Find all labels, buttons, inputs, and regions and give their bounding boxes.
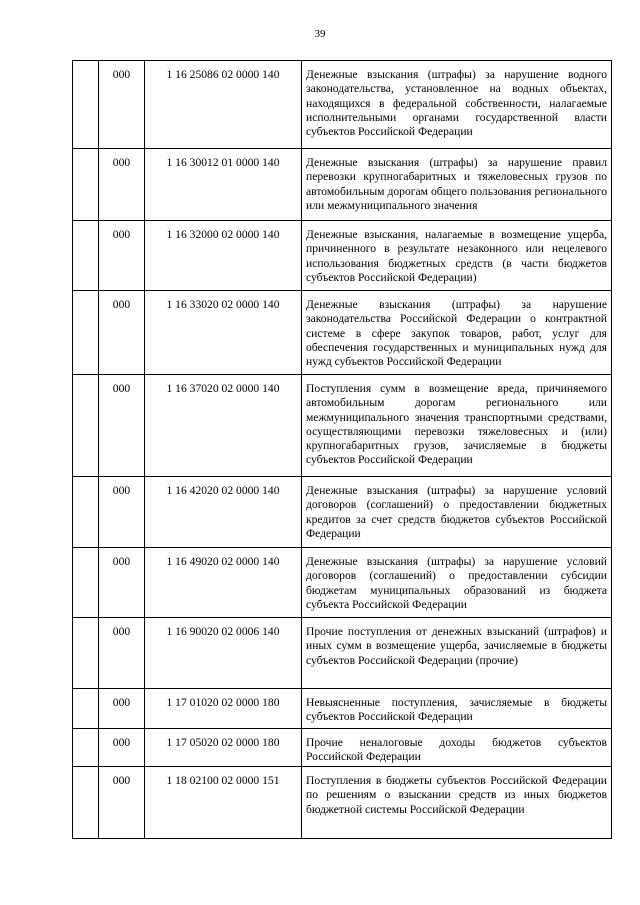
budget-code-cell: 1 16 42020 02 0000 140 (145, 477, 302, 548)
table-row (73, 729, 612, 767)
budget-code-cell: 1 16 30012 01 0000 140 (145, 149, 302, 221)
budget-code-cell: 1 16 49020 02 0000 140 (145, 548, 302, 618)
budget-code-cell: 1 17 01020 02 0000 180 (145, 689, 302, 729)
row-number-cell (73, 291, 99, 375)
budget-code-cell: 1 16 33020 02 0000 140 (145, 291, 302, 375)
budget-code-cell: 1 16 32000 02 0000 140 (145, 221, 302, 291)
income-description-cell: Денежные взыскания (штрафы) за нарушение условий договоров (соглашений) о предоставлении субсидии бюджетам муниципальных образований из бюджета субъекта Российской Федерации (302, 548, 612, 618)
admin-code-cell: 000 (99, 729, 145, 767)
income-description-cell: Прочие поступления от денежных взысканий (штрафов) и иных сумм в возмещение ущерба, зачисляемые в бюджеты субъектов Российской Федерации (прочие) (302, 618, 612, 689)
income-description-cell: Поступления в бюджеты субъектов Российской Федерации по решениям о взыскании средств из иных бюджетов бюджетной системы Российской Федерации (302, 767, 612, 839)
row-number-cell (73, 149, 99, 221)
admin-code-cell: 000 (99, 548, 145, 618)
admin-code-cell: 000 (99, 689, 145, 729)
admin-code-cell: 000 (99, 149, 145, 221)
budget-code-cell: 1 16 25086 02 0000 140 (145, 61, 302, 149)
row-number-cell (73, 477, 99, 548)
table-row (73, 767, 612, 839)
row-number-cell (73, 729, 99, 767)
row-number-cell (73, 689, 99, 729)
admin-code-cell: 000 (99, 221, 145, 291)
page-number: 39 (314, 28, 326, 40)
income-description-cell: Денежные взыскания (штрафы) за нарушение водного законодательства, установленное на водных объектах, находящихся в федеральной собственности, налагаемые исполнительными органами государственной власти субъектов Российской Федерации (302, 61, 612, 149)
row-number-cell (73, 767, 99, 839)
table-row (73, 291, 612, 375)
table-row (73, 689, 612, 729)
table-row (73, 618, 612, 689)
admin-code-cell: 000 (99, 618, 145, 689)
income-description-cell: Денежные взыскания (штрафы) за нарушение законодательства Российской Федерации о контрактной системе в сфере закупок товаров, работ, услуг для обеспечения государственных и муниципальных нужд для нужд субъектов Российской Федерации (302, 291, 612, 375)
income-description-cell: Поступления сумм в возмещение вреда, причиняемого автомобильным дорогам регионального или межмуниципального значения транспортными средствами, осуществляющими перевозки тяжеловесных и (или) крупногабаритных грузов, зачисляемые в бюджеты субъектов Российской Федерации (302, 375, 612, 477)
admin-code-cell: 000 (99, 477, 145, 548)
budget-code-cell: 1 16 37020 02 0000 140 (145, 375, 302, 477)
row-number-cell (73, 375, 99, 477)
table-row (73, 149, 612, 221)
income-description-cell: Невыясненные поступления, зачисляемые в бюджеты субъектов Российской Федерации (302, 689, 612, 729)
budget-code-cell: 1 18 02100 02 0000 151 (145, 767, 302, 839)
table-row (73, 61, 612, 149)
admin-code-cell: 000 (99, 375, 145, 477)
income-description-cell: Прочие неналоговые доходы бюджетов субъектов Российской Федерации (302, 729, 612, 767)
admin-code-cell: 000 (99, 291, 145, 375)
table-row (73, 477, 612, 548)
admin-code-cell: 000 (99, 767, 145, 839)
income-description-cell: Денежные взыскания, налагаемые в возмещение ущерба, причиненного в результате незаконного или нецелевого использования бюджетных средств (в части бюджетов субъектов Российской Федерации) (302, 221, 612, 291)
row-number-cell (73, 548, 99, 618)
budget-code-cell: 1 16 90020 02 0006 140 (145, 618, 302, 689)
admin-code-cell: 000 (99, 61, 145, 149)
table-row (73, 548, 612, 618)
income-description-cell: Денежные взыскания (штрафы) за нарушение условий договоров (соглашений) о предоставлении бюджетных кредитов за счет средств бюджетов субъектов Российской Федерации (302, 477, 612, 548)
budget-code-cell: 1 17 05020 02 0000 180 (145, 729, 302, 767)
income-description-cell: Денежные взыскания (штрафы) за нарушение правил перевозки крупногабаритных и тяжеловесных грузов по автомобильным дорогам общего пользования регионального или межмуниципального значения (302, 149, 612, 221)
row-number-cell (73, 221, 99, 291)
table-row (73, 375, 612, 477)
row-number-cell (73, 61, 99, 149)
row-number-cell (73, 618, 99, 689)
table-row (73, 221, 612, 291)
budget-classification-table (72, 60, 612, 839)
